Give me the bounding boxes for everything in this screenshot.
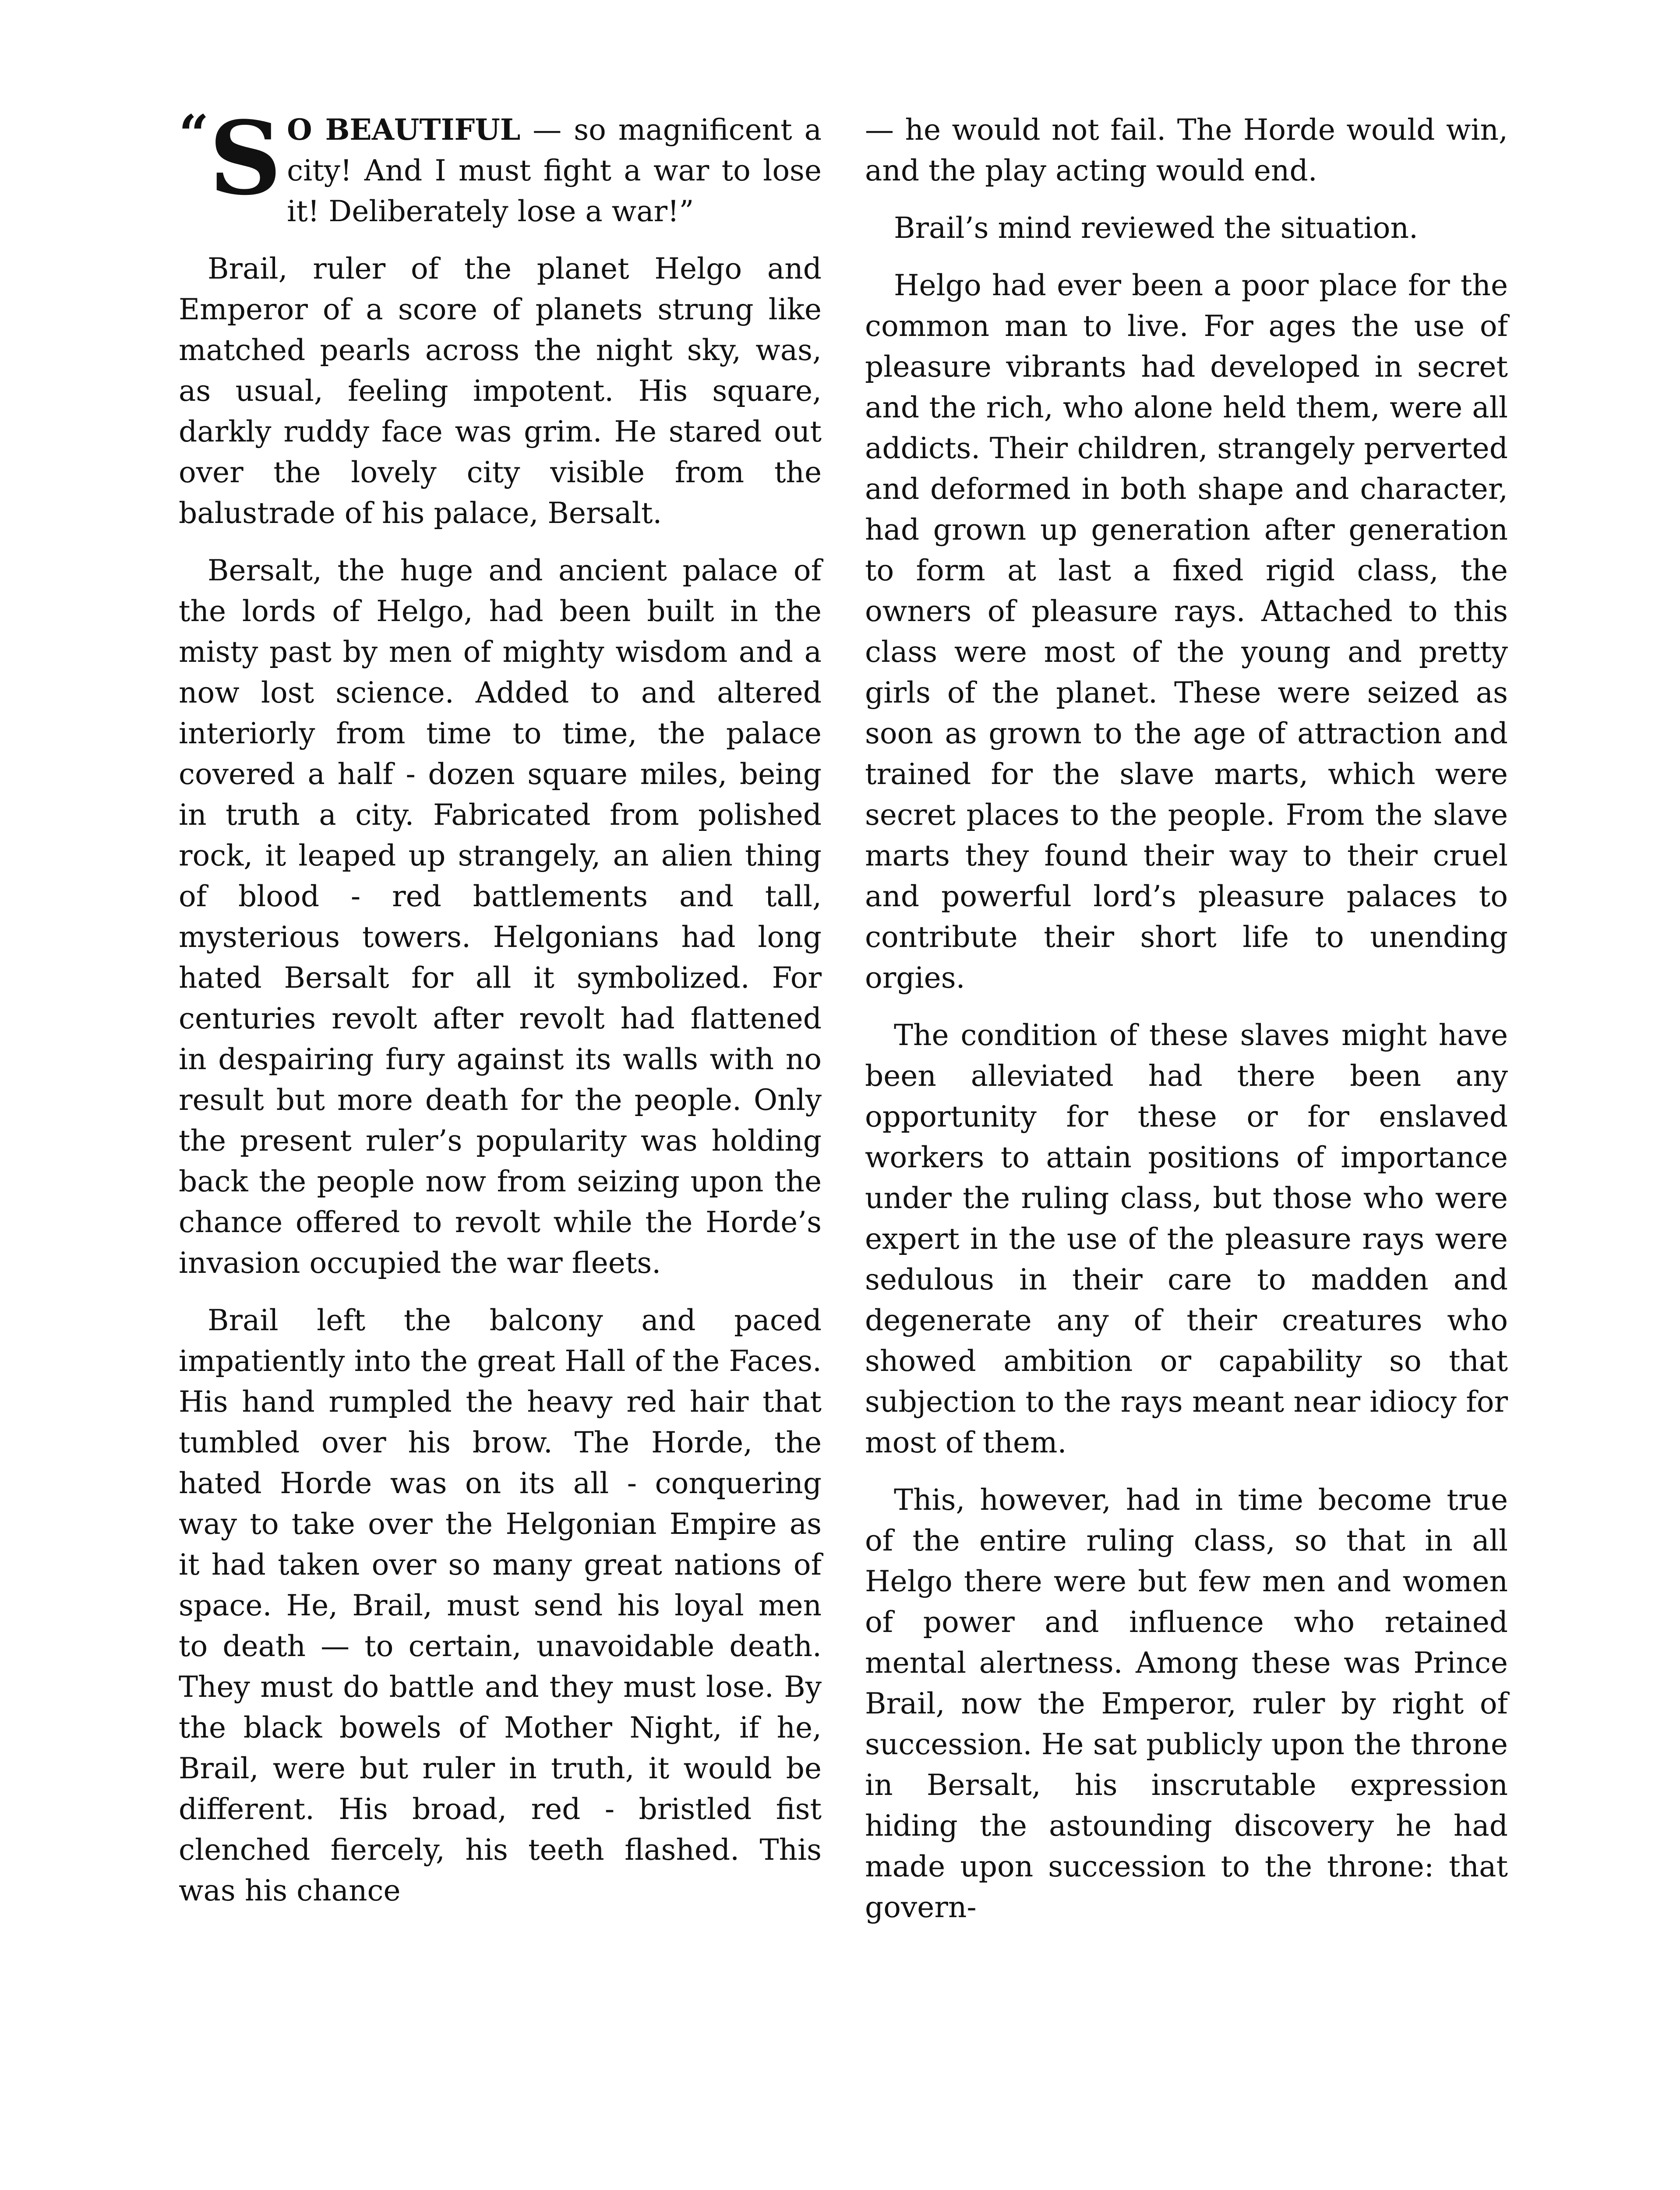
continuation-paragraph: — he would not fail. The Horde would win, and the play acting would end.: [865, 113, 1508, 187]
lead-in-text: O BEAUTIFUL: [287, 113, 521, 147]
paragraph: Bersalt, the huge and ancient palace of the lords of Helgo, had been built in the misty past by men of mighty wisdom and a now lost science. Added to and altered interiorly from time to time, the palace covered a half - dozen square miles, being in truth a city. Fabricated from polished rock, it leaped up strangely, an alien thing of blood - red battlements and tall, mysterious towers. Helgonians had long hated Bersalt for all it symbolized. For centuries revolt after revolt had flattened in despairing fury against its walls with no result but more death for the people. Only the present ruler’s popularity was holding back the people now from seizing upon the chance offered to revolt while the Horde’s invasion occupied the war fleets.: [179, 554, 822, 1280]
opening-text: — so magnificent a city! And I must fight a war to lose it! Deliberately lose a war!”: [287, 113, 822, 228]
paragraph: Brail, ruler of the planet Helgo and Emperor of a score of planets strung like matched pearls across the night sky, was, as usual, feeling impotent. His square, darkly ruddy face was grim. He stared out over the lovely city visible from the balustrade of his palace, Bersalt.: [179, 252, 822, 530]
drop-cap-letter: S: [209, 99, 282, 218]
opening-paragraph: [179, 99, 822, 232]
paragraph: This, however, had in time become true of the entire ruling class, so that in all Helgo there were but few men and women of power and influence who retained mental alertness. Among these was Prince Brail, now the Emperor, ruler by right of succession. He sat publicly upon the throne in Bersalt, his inscrutable expression hiding the astounding discovery he had made upon succession to the throne: that govern-: [865, 1483, 1508, 1924]
paragraph: Brail left the balcony and paced impatiently into the great Hall of the Faces. His hand rumpled the heavy red hair that tumbled over his brow. The Horde, the hated Horde was on its all - conquering way to take over the Helgonian Empire as it had taken over so many great nations of space. He, Brail, must send his loyal men to death — to certain, unavoidable death. They must do battle and they must lose. By the black bowels of Mother Night, if he, Brail, were but ruler in truth, it would be different. His broad, red - bristled fist clenched fiercely, his teeth flashed. This was his chance: [179, 1303, 822, 1907]
paragraph: Brail’s mind reviewed the situation.: [894, 211, 1418, 245]
right-column: [865, 110, 1508, 1944]
paragraph: Helgo had ever been a poor place for the common man to live. For ages the use of pleasure vibrants had developed in secret and the rich, who alone held them, were all addicts. Their children, strangely perverted and deformed in both shape and character, had grown up generation after generation to form at last a fixed rigid class, the owners of pleasure rays. Attached to this class were most of the young and pretty girls of the planet. These were seized as soon as grown to the age of attraction and trained for the slave marts, which were secret places to the people. From the slave marts they found their way to their cruel and powerful lord’s pleasure palaces to contribute their short life to unending orgies.: [865, 268, 1508, 995]
left-column: [179, 99, 822, 1928]
opening-quote-mark: “: [179, 103, 209, 165]
paragraph: The condition of these slaves might have been alleviated had there been any opportunity for these or for enslaved workers to attain positions of importance under the ruling class, but those who were expert in the use of the pleasure rays were sedulous in their care to madden and degenerate any of their creatures who showed ambition or capability so that subjection to the rays meant near idiocy for most of them.: [865, 1018, 1508, 1459]
